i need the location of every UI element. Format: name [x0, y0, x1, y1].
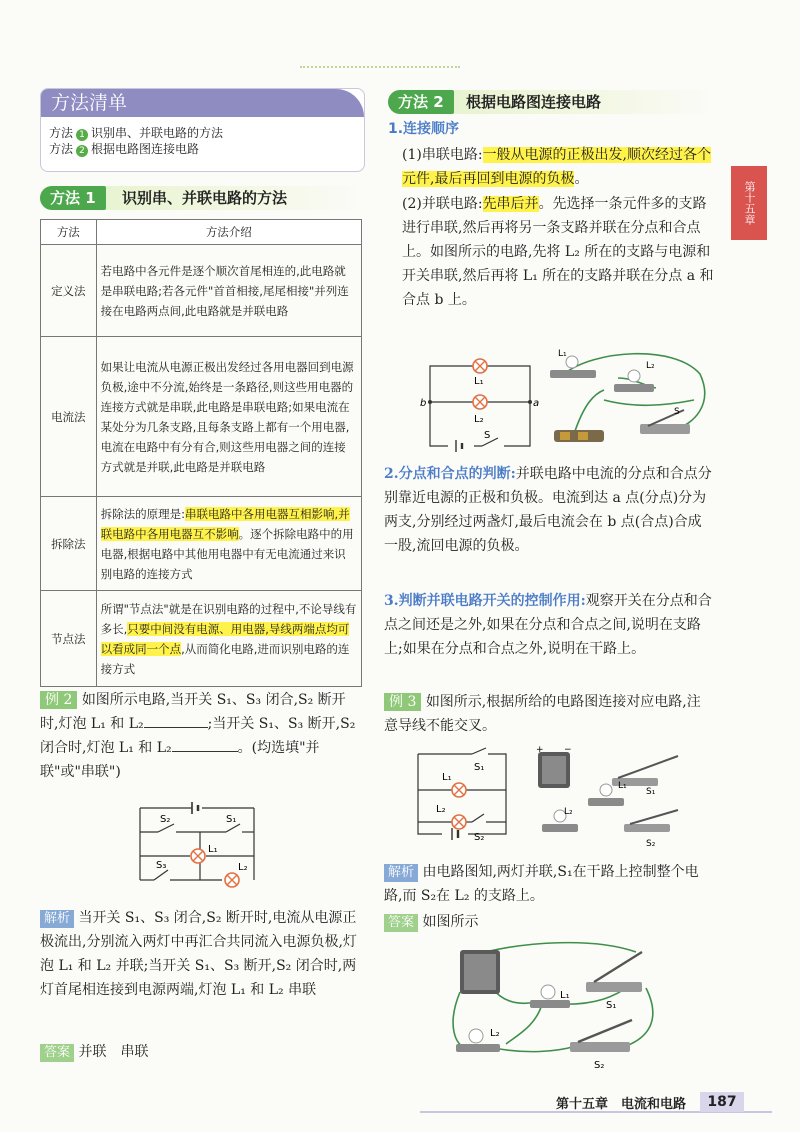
section1-title: 1.连接顺序	[388, 121, 460, 137]
example2-label: 例 2	[40, 691, 77, 709]
svg-text:−: −	[564, 745, 572, 755]
example2-answer: 答案 并联 串联	[40, 1040, 362, 1064]
label-s1: S₁	[226, 814, 237, 825]
section2-title: 2.分点和合点的判断:	[384, 466, 516, 482]
svg-text:L₂: L₂	[646, 361, 655, 371]
example3-analysis: 解析 由电路图知,两灯并联,S₁在干路上控制整个电路,而 S₂在 L₂ 的支路上。	[384, 864, 699, 904]
point-b: b	[420, 398, 427, 409]
example3-answer: 答案 如图所示	[384, 910, 714, 934]
answer-blank-2[interactable]	[172, 751, 238, 752]
svg-text:L₁: L₁	[560, 990, 570, 1001]
parallel-circuit-diagram	[420, 352, 540, 452]
section3: 3.判断并联电路开关的控制作用:观察开关在分点和合点之间还是之外,如果在分点和合点之间,说明在支路上;如果在分点和合点之外,说明在干路上。	[384, 593, 712, 657]
highlighted-text: 先串后并	[482, 196, 539, 212]
summary-item-1: 方法 1 识别串、并联电路的方法	[49, 126, 224, 140]
svg-text:L₁: L₁	[618, 781, 627, 791]
parallel-rule: (2)并联电路:先串后并。先选择一条元件多的支路进行串联,然后再将另一条支路并联在分点和合点上。如图所示的电路,先将 L₂ 所在的支路与电源和开关串联,然后再将 L₁ 所在的支路并联在分点 a 和合点 b 上。	[402, 196, 714, 308]
label-l1: L₁	[474, 376, 484, 387]
method-name: 拆除法	[41, 497, 97, 591]
method1-title: 识别串、并联电路的方法	[122, 189, 288, 207]
svg-text:L₁: L₁	[442, 772, 452, 783]
page-number: 187	[700, 1092, 744, 1112]
method-desc: 若电路中各元件是逐个顺次首尾相连的,此电路就是串联电路;若各元件"首首相接,尾尾相接"并列连接在电路两点间,此电路就是并联电路	[96, 245, 361, 337]
label-s: S	[484, 430, 491, 441]
example3-answer-circuit	[446, 936, 676, 1072]
analysis-label: 解析	[384, 864, 418, 882]
answer-label: 答案	[40, 1044, 74, 1062]
svg-text:S: S	[674, 407, 680, 417]
summary-item-2: 方法 2 根据电路图连接电路	[49, 142, 200, 156]
point-a: a	[533, 398, 540, 409]
example2-question: 例 2 如图所示电路,当开关 S₁、S₃ 闭合,S₂ 断开时,灯泡 L₁ 和 L₂ ;当开关 S₁、S₃ 断开,S₂ 闭合时,灯泡 L₁ 和 L₂ 。(均选填"并联"或"串联")	[40, 692, 356, 780]
method-summary-box	[40, 88, 365, 172]
summary-title: 方法清单	[41, 89, 364, 117]
section3-title: 3.判断并联电路开关的控制作用:	[384, 593, 586, 609]
example3-question: 例 3 如图所示,根据所给的电路图连接对应电路,注意导线不能交叉。	[384, 694, 701, 734]
svg-text:S₂: S₂	[474, 832, 485, 843]
method2-banner	[388, 90, 714, 114]
highlighted-text: 只要中间没有电源、用电器,导线两端点均可以看成同一个点	[100, 621, 350, 656]
svg-text:S₂: S₂	[594, 1060, 605, 1071]
top-divider	[300, 66, 460, 68]
svg-text:S₁: S₁	[646, 787, 656, 797]
method-name: 定义法	[41, 245, 97, 337]
example3-label: 例 3	[384, 693, 421, 711]
svg-text:L₁: L₁	[558, 349, 567, 359]
table-row	[41, 497, 362, 591]
section2: 2.分点和合点的判断:并联电路中电流的分点和合点分别靠近电源的正极和负极。电流到达 a 点(分点)分为两支,分别经过两盏灯,最后电流会在 b 点(合点)合成一股,流回电源的负极。	[384, 466, 712, 554]
table-row	[41, 337, 362, 497]
example3-circuit-diagram	[412, 744, 512, 844]
highlighted-text: 串联电路中各用电器互相影响,并联电路中各用电器互不影响	[100, 506, 350, 541]
table-header-row	[41, 220, 362, 245]
method1-tag: 方法 1	[40, 186, 106, 210]
answer-label: 答案	[384, 914, 418, 932]
chapter-tab[interactable]: 第十五章	[731, 166, 767, 240]
method-desc: 拆除法的原理是:串联电路中各用电器互相影响,并联电路中各用电器互不影响。逐个拆除电路中的用电器,根据电路中其他用电器中有无电流通过来识别电路的连接方式	[96, 497, 361, 591]
series-rule: (1)串联电路:一般从电源的正极出发,顺次经过各个元件,最后再回到电源的负极。	[402, 147, 712, 187]
svg-text:L₂: L₂	[490, 1028, 500, 1039]
parallel-physical-circuit	[544, 344, 720, 458]
example2-analysis: 解析 当开关 S₁、S₃ 闭合,S₂ 断开时,电流从电源正极流出,分别流入两灯中再汇合共同流入电源负极,灯泡 L₁ 和 L₂ 并联;当开关 S₁、S₃ 断开,S₂ 闭合时,两灯首尾相连接到电源两端,灯泡 L₁ 和 L₂ 串联	[40, 910, 357, 998]
svg-text:S₁: S₁	[474, 762, 485, 773]
method-name: 节点法	[41, 591, 97, 687]
label-s2: S₂	[160, 814, 171, 825]
label-l1: L₁	[208, 844, 218, 855]
svg-text:+: +	[536, 745, 544, 755]
methods-table	[40, 219, 362, 687]
label-s3: S₃	[156, 860, 167, 871]
method-desc: 如果让电流从电源正极出发经过各用电器回到电源负极,途中不分流,始终是一条路径,则这些用电器的连接方式就是串联,此电路是串联电路;如果电流在某处分为几条支路,且每条支路上都有一个用电器,电流在电路中有分有合,则这些用电器之间的连接方式就是并联,此电路是并联电路	[96, 337, 361, 497]
svg-text:S₂: S₂	[646, 839, 656, 849]
method2-tag: 方法 2	[388, 90, 454, 114]
svg-text:L₂: L₂	[436, 804, 446, 815]
answer-blank-1[interactable]	[144, 727, 208, 728]
example3-components	[528, 742, 714, 852]
footer-chapter: 第十五章 电流和电路	[556, 1097, 687, 1112]
svg-text:S₁: S₁	[606, 1000, 617, 1011]
highlighted-text: 一般从电源的正极出发,顺次经过各个元件,最后再回到电源的负极	[402, 147, 712, 187]
label-l2: L₂	[238, 862, 248, 873]
table-row	[41, 245, 362, 337]
analysis-label: 解析	[40, 910, 74, 928]
svg-text:L₂: L₂	[564, 807, 573, 817]
example2-circuit-diagram	[130, 800, 280, 892]
table-row	[41, 591, 362, 687]
table-header-method: 方法	[41, 220, 97, 245]
method2-title: 根据电路图连接电路	[466, 93, 602, 111]
method1-banner	[40, 186, 360, 210]
method-desc: 所谓"节点法"就是在识别电路的过程中,不论导线有多长,只要中间没有电源、用电器,导线两端点均可以看成同一个点,从而简化电路,进而识别电路的连接方式	[96, 591, 361, 687]
label-l2: L₂	[474, 414, 484, 425]
method-name: 电流法	[41, 337, 97, 497]
table-header-intro: 方法介绍	[96, 220, 361, 245]
